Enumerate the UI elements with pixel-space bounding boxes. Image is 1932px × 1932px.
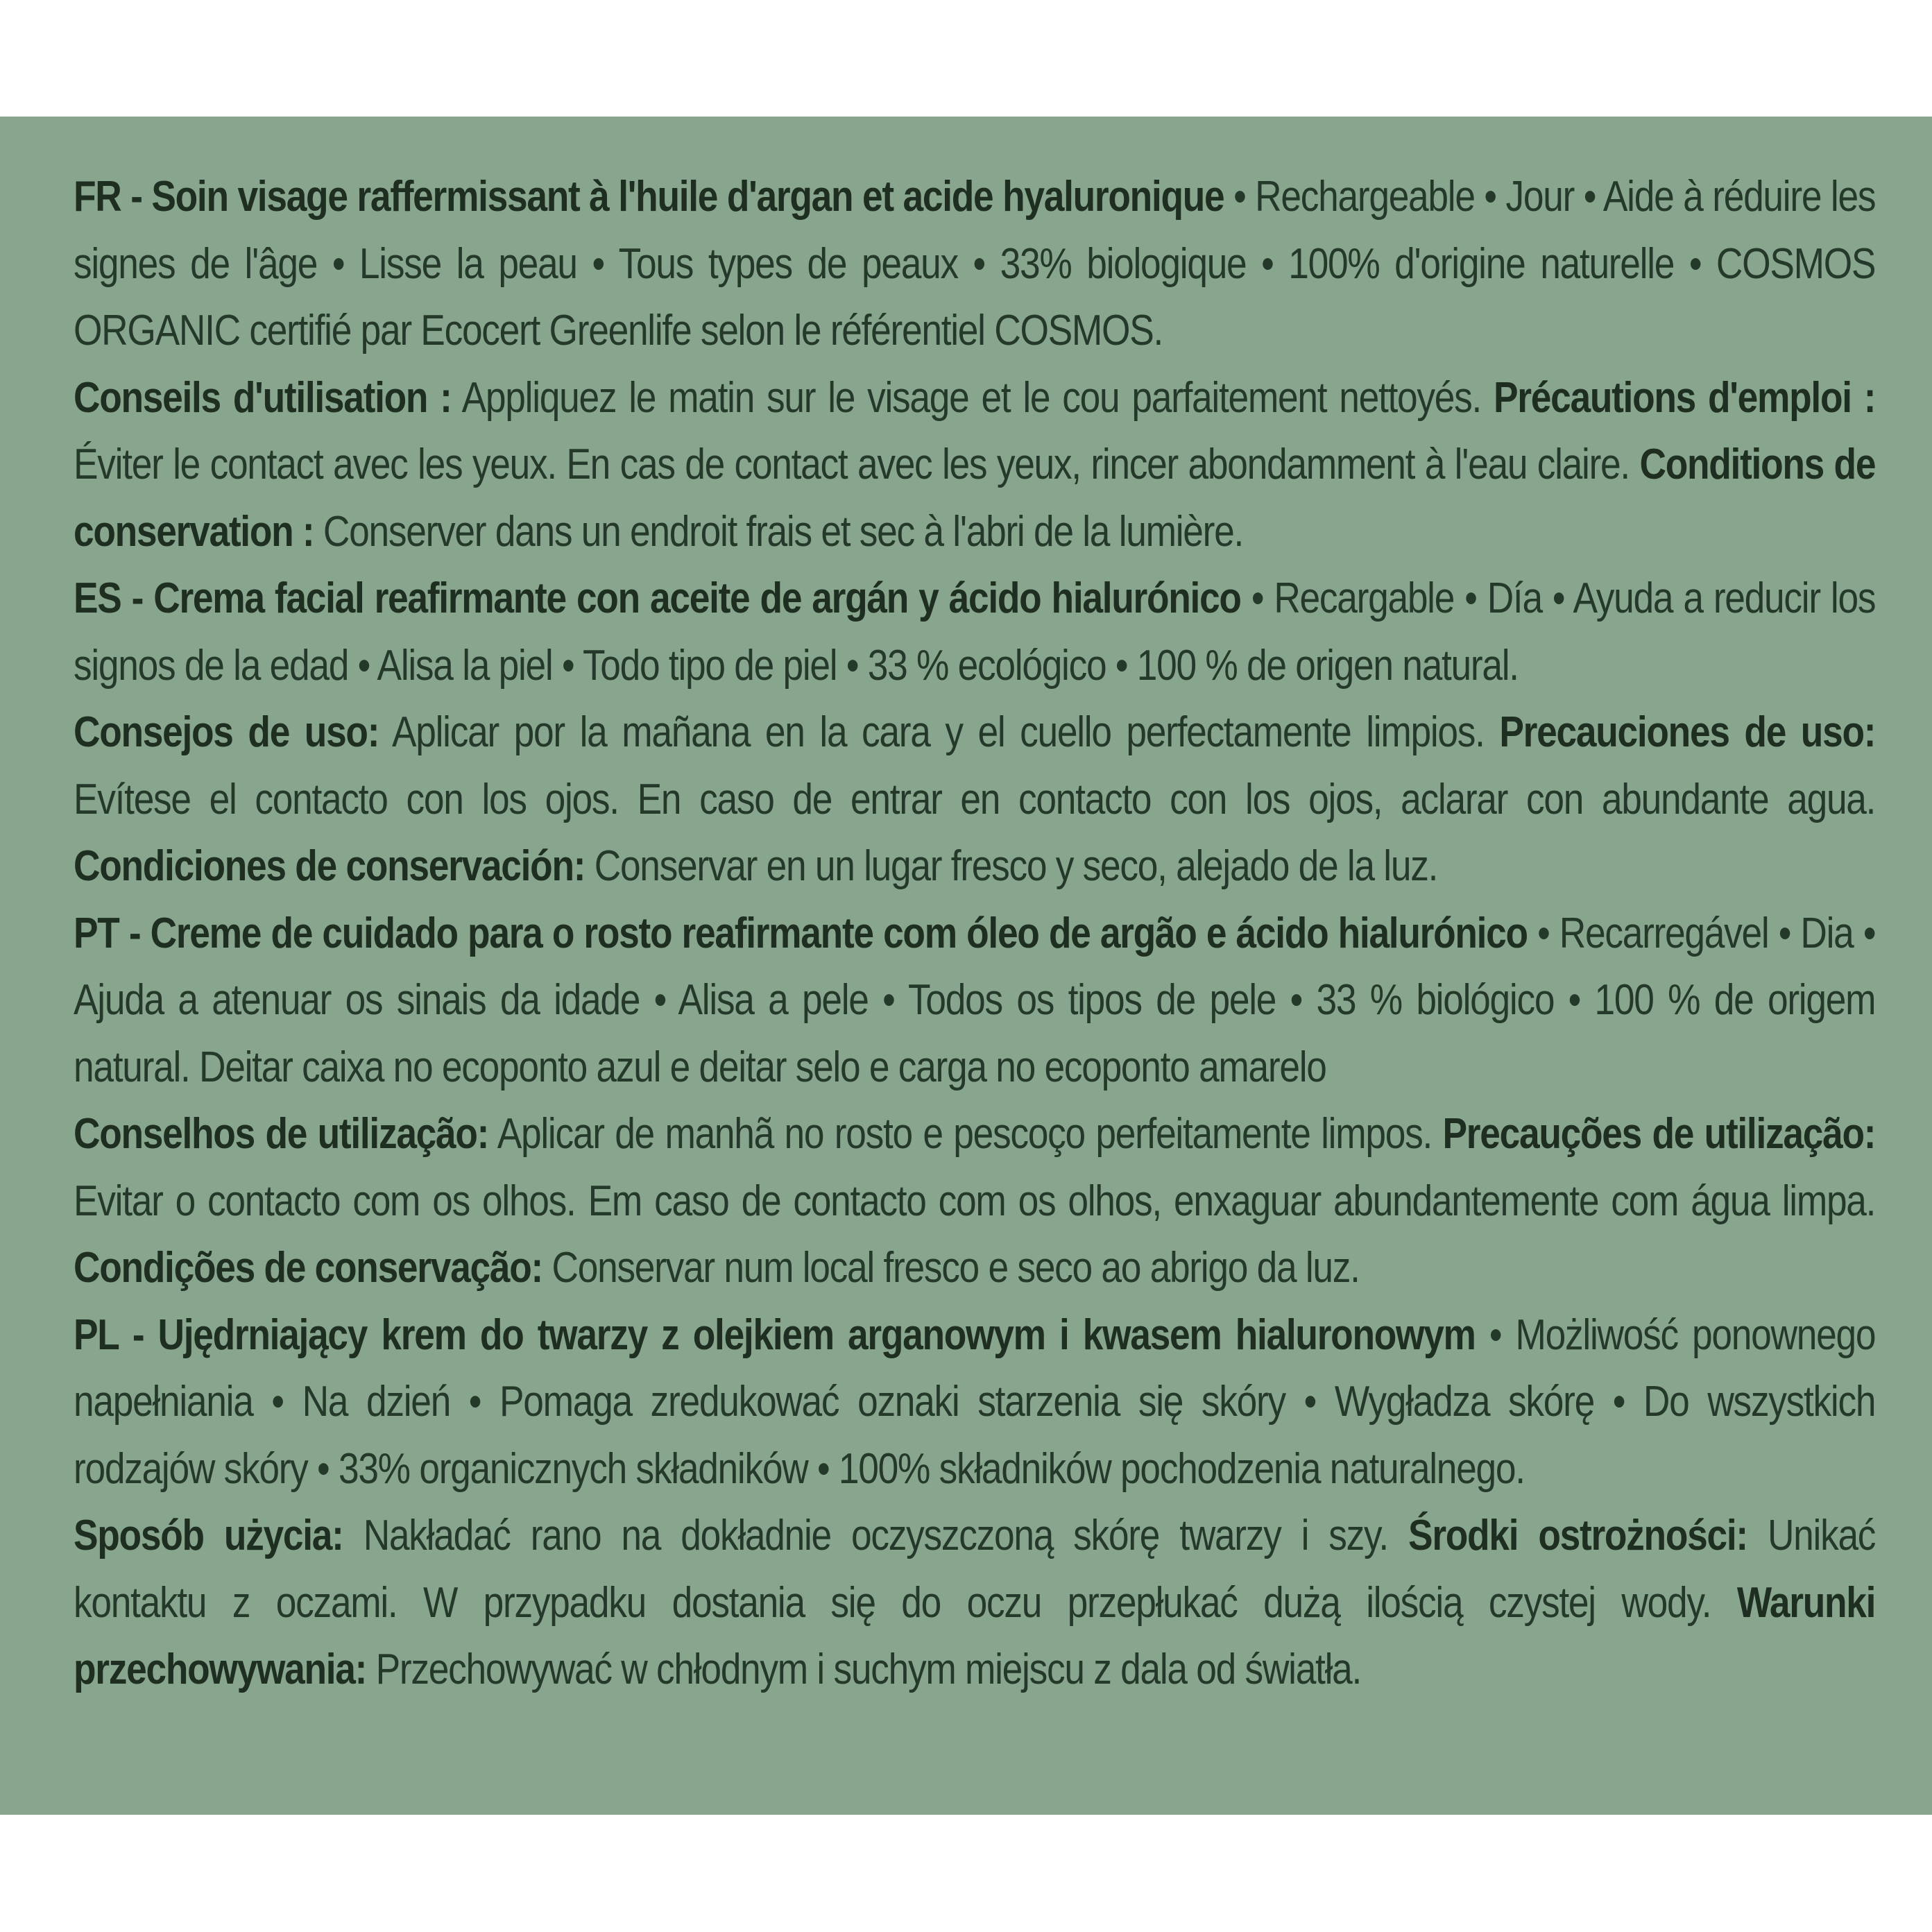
pt-title: PT - Creme de cuidado para o rosto reafirmante com óleo de argão e ácido hialurónico <box>74 909 1528 957</box>
fr-description <box>74 164 1875 365</box>
es-precautions-label: Precauciones de uso: <box>1499 708 1876 756</box>
pt-usage-label: Conselhos de utilização: <box>74 1110 489 1158</box>
es-features: • Recargable • Día • Ayuda a reducir los signos de la edad • Alisa la piel • Todo tipo de piel • 33 % ecológico • 100 % de origen natural. <box>74 574 1876 690</box>
fr-features: • Rechargeable • Jour • Aide à réduire les signes de l'âge • Lisse la peau • Tous types de peaux • 33% biologique • 100% d'origine naturelle • COSMOS ORGANIC certifié par Ecocert Greenlife selon le référentiel COSMOS. <box>74 173 1876 354</box>
fr-usage-label: Conseils d'utilisation : <box>74 373 452 422</box>
pl-precautions-text: Unikać kontaktu z oczami. W przypadku dostania się do oczu przepłukać dużą ilością czystej wody. <box>74 1512 1876 1627</box>
pl-features: • Możliwość ponownego napełniania • Na dzień • Pomaga zredukować oznaki starzenia się skóry • Wygładza skórę • Do wszystkich rodzajów skóry • 33% organicznych składników • 100% składników pochodzenia naturalnego. <box>74 1310 1876 1493</box>
pl-usage-text: Nakładać rano na dokładnie oczyszczoną skórę twarzy i szy. <box>343 1512 1409 1559</box>
pl-instructions <box>74 1503 1875 1704</box>
pl-usage-label: Sposób użycia: <box>74 1512 343 1559</box>
label-panel <box>0 117 1932 1815</box>
es-title: ES - Crema facial reafirmante con aceite de argán y ácido hialurónico <box>74 574 1241 622</box>
es-description <box>74 565 1875 699</box>
label-text <box>74 164 1875 1704</box>
fr-title: FR - Soin visage raffermissant à l'huile d'argan et acide hyaluronique <box>74 173 1224 221</box>
es-usage-label: Consejos de uso: <box>74 708 379 756</box>
pt-features: • Recarregável • Dia • Ajuda a atenuar os sinais da idade • Alisa a pele • Todos os tipos de pele • 33 % biológico • 100 % de origem natural. Deitar caixa no ecoponto azul e deitar selo e carga no ecoponto amarelo <box>74 909 1876 1091</box>
pt-precautions-label: Precauções de utilização: <box>1442 1110 1876 1158</box>
pt-storage-text: Conservar num local fresco e seco ao abrigo da luz. <box>542 1244 1360 1292</box>
fr-precautions-text: Éviter le contact avec les yeux. En cas de contact avec les yeux, rincer abondamment à l'eau claire. <box>74 441 1640 488</box>
es-storage-text: Conservar en un lugar fresco y seco, alejado de la luz. <box>585 842 1438 890</box>
pl-storage-text: Przechowywać w chłodnym i suchym miejscu z dala od światła. <box>366 1645 1362 1693</box>
fr-precautions-label: Précautions d'emploi : <box>1493 373 1876 422</box>
pt-precautions-text: Evitar o contacto com os olhos. Em caso de contacto com os olhos, enxaguar abundantemente com água limpa. <box>74 1177 1876 1225</box>
pt-usage-text: Aplicar de manhã no rosto e pescoço perfeitamente limpos. <box>488 1110 1443 1158</box>
fr-usage-text: Appliquez le matin sur le visage et le cou parfaitement nettoyés. <box>451 373 1494 422</box>
es-precautions-text: Evítese el contacto con los ojos. En caso de entrar en contacto con los ojos, aclarar con abundante agua. <box>74 775 1876 823</box>
es-usage-text: Aplicar por la mañana en la cara y el cuello perfectamente limpios. <box>379 708 1500 756</box>
fr-instructions <box>74 365 1875 566</box>
pl-title: PL - Ujędrniający krem do twarzy z olejkiem arganowym i kwasem hialuronowym <box>74 1310 1476 1359</box>
pt-instructions <box>74 1101 1875 1302</box>
es-storage-label: Condiciones de conservación: <box>74 842 585 890</box>
pl-precautions-label: Środki ostrożności: <box>1408 1512 1747 1559</box>
pl-description <box>74 1302 1875 1503</box>
fr-storage-text: Conserver dans un endroit frais et sec à l'abri de la lumière. <box>314 507 1244 556</box>
pt-storage-label: Condições de conservação: <box>74 1244 542 1292</box>
pl-storage-label: Warunki przechowywania: <box>74 1578 1876 1693</box>
fr-storage-label: Conditions de conservation : <box>74 441 1876 556</box>
pt-description <box>74 900 1875 1102</box>
es-instructions <box>74 699 1875 900</box>
